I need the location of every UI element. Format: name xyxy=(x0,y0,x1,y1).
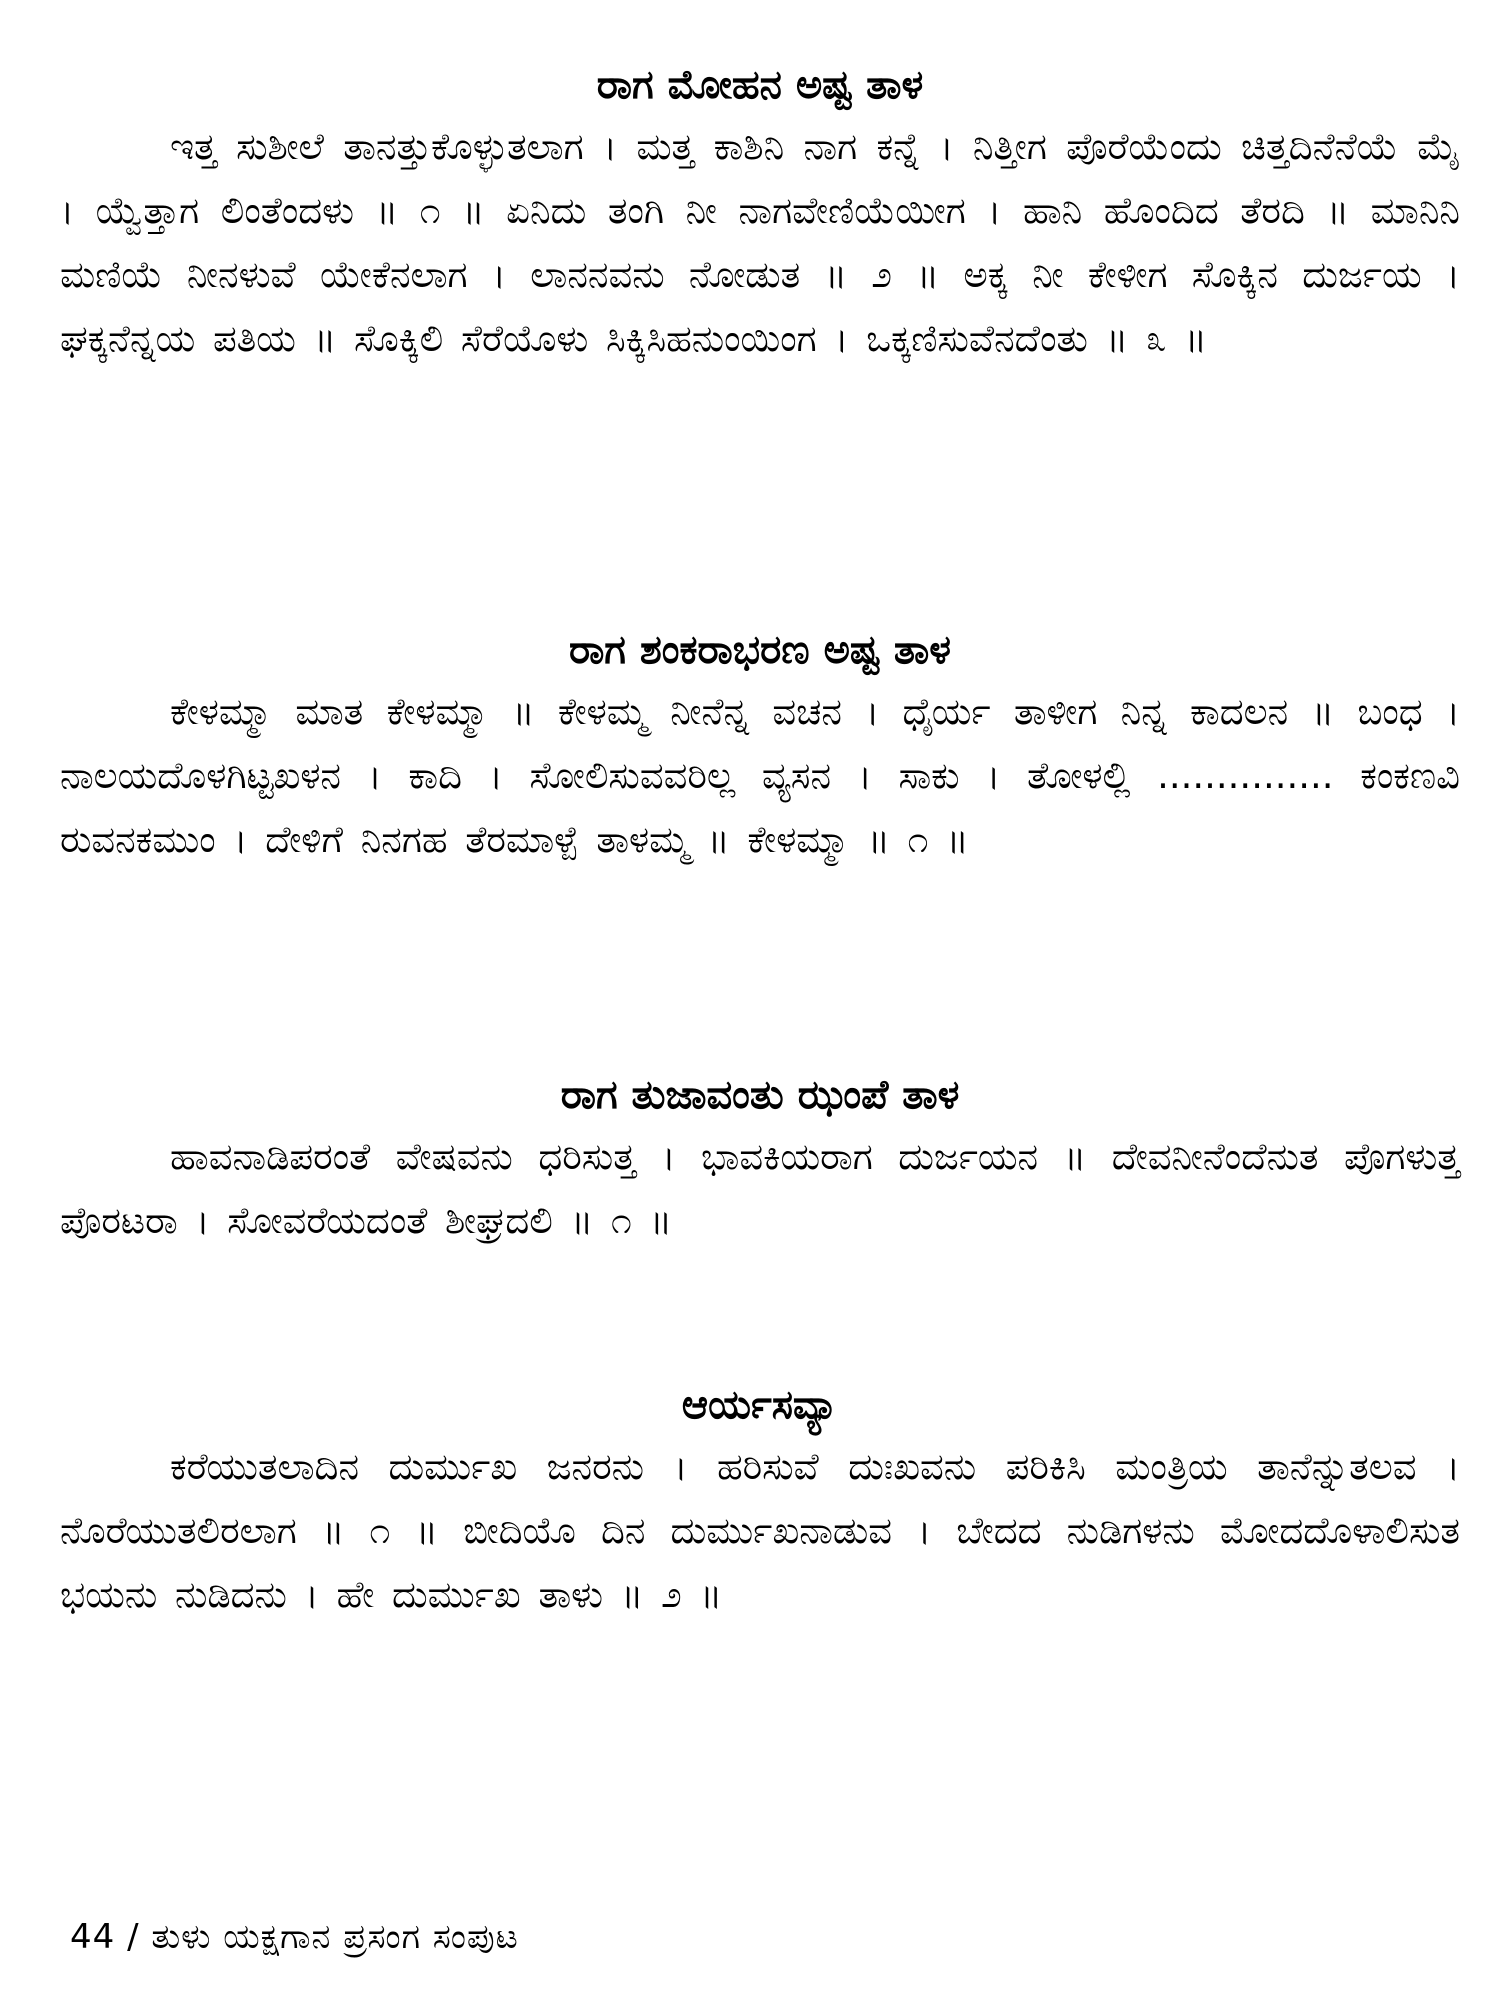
section-raga-mohana xyxy=(60,55,1460,371)
section-heading: ರಾಗ ತುಜಾವಂತು ಝಂಪೆ ತಾಳ xyxy=(560,1072,960,1118)
section-raga-tujavantu xyxy=(60,1065,1460,1253)
section-heading: ರಾಗ ಶಂಕರಾಭರಣ ಅಷ್ಟ ತಾಳ xyxy=(569,627,951,673)
section-verse: ಇತ್ತ ಸುಶೀಲೆ ತಾನತ್ತುಕೊಳ್ಳುತಲಾಗ । ಮತ್ತ ಕಾಶಿನಿ ನಾಗ ಕನ್ನೆ । ನಿತ್ತೀಗ ಪೊರೆಯೆಂದು ಚಿತ್ತದಿನೆನೆಯೆ ಮೈ । ಯ್ವೆತ್ತಾಗ ಲಿಂತೆಂದಳು ॥ ೧ ॥ ಏನಿದು ತಂಗಿ ನೀ ನಾಗವೇಣಿಯೆಯೀಗ । ಹಾನಿ ಹೊಂದಿದ ತೆರದಿ ॥ ಮಾನಿನಿ ಮಣಿಯೆ ನೀನಳುವೆ ಯೇಕೆನಲಾಗ । ಲಾನನವನು ನೋಡುತ ॥ ೨ ॥ ಅಕ್ಕ ನೀ ಕೇಳೀಗ ಸೊಕ್ಕಿನ ದುರ್ಜಯ । ಘಕ್ಕನೆನ್ನಯ ಪತಿಯ ॥ ಸೊಕ್ಕಿಲಿ ಸೆರೆಯೊಳು ಸಿಕ್ಕಿಸಿಹನುಂಯಿಂಗ । ಒಕ್ಕಣಿಸುವೆನದೆಂತು ॥ ೩ ॥ xyxy=(60,125,1460,360)
section-heading: ಆರ್ಯಸವ್ಯಾ xyxy=(681,1382,839,1428)
section-heading: ರಾಗ ಮೋಹನ ಅಷ್ಟ ತಾಳ xyxy=(596,62,924,108)
section-raga-shankarabharana xyxy=(60,620,1460,872)
page-footer: 44 / ತುಳು ಯಕ್ಷಗಾನ ಪ್ರಸಂಗ ಸಂಪುಟ xyxy=(70,1917,519,1957)
section-aryasavya xyxy=(60,1375,1460,1627)
section-verse: ಕೇಳಮ್ಮಾ ಮಾತ ಕೇಳಮ್ಮಾ ॥ ಕೇಳಮ್ಮ ನೀನೆನ್ನ ವಚನ । ಧೈರ್ಯ ತಾಳೀಗ ನಿನ್ನ ಕಾದಲನ ॥ ಬಂಧ । ನಾಲಯದೊಳಗಿಟ್ಟಖಳನ । ಕಾದಿ । ಸೋಲಿಸುವವರಿಲ್ಲ ವ್ಯಸನ । ಸಾಕು । ತೋಳಲ್ಲಿ ............... ಕಂಕಣವಿ ರುವನಕಮುಂ । ದೇಳಿಗೆ ನಿನಗಹ ತೆರಮಾಳ್ಪೆ ತಾಳಮ್ಮ ॥ ಕೇಳಮ್ಮಾ ॥ ೧ ॥ xyxy=(60,690,1460,861)
section-verse: ಕರೆಯುತಲಾದಿನ ದುರ್ಮುಖ ಜನರನು । ಹರಿಸುವೆ ದುಃಖವನು ಪರಿಕಿಸಿ ಮಂತ್ರಿಯ ತಾನೆನ್ನುತಲವ । ನೊರೆಯುತಲಿರಲಾಗ ॥ ೧ ॥ ಬೀದಿಯೊ ದಿನ ದುರ್ಮುಖನಾಡುವ । ಬೇದದ ನುಡಿಗಳನು ಮೋದದೊಳಾಲಿಸುತ ಭಯನು ನುಡಿದನು । ಹೇ ದುರ್ಮುಖ ತಾಳು ॥ ೨ ॥ xyxy=(60,1445,1460,1616)
section-verse: ಹಾವನಾಡಿಪರಂತೆ ವೇಷವನು ಧರಿಸುತ್ತ । ಭಾವಕಿಯರಾಗ ದುರ್ಜಯನ ॥ ದೇವನೀನೆಂದೆನುತ ಪೊಗಳುತ್ತ ಪೊರಟರಾ । ಸೋವರೆಯದಂತೆ ಶೀಘ್ರದಲಿ ॥ ೧ ॥ xyxy=(60,1135,1460,1242)
